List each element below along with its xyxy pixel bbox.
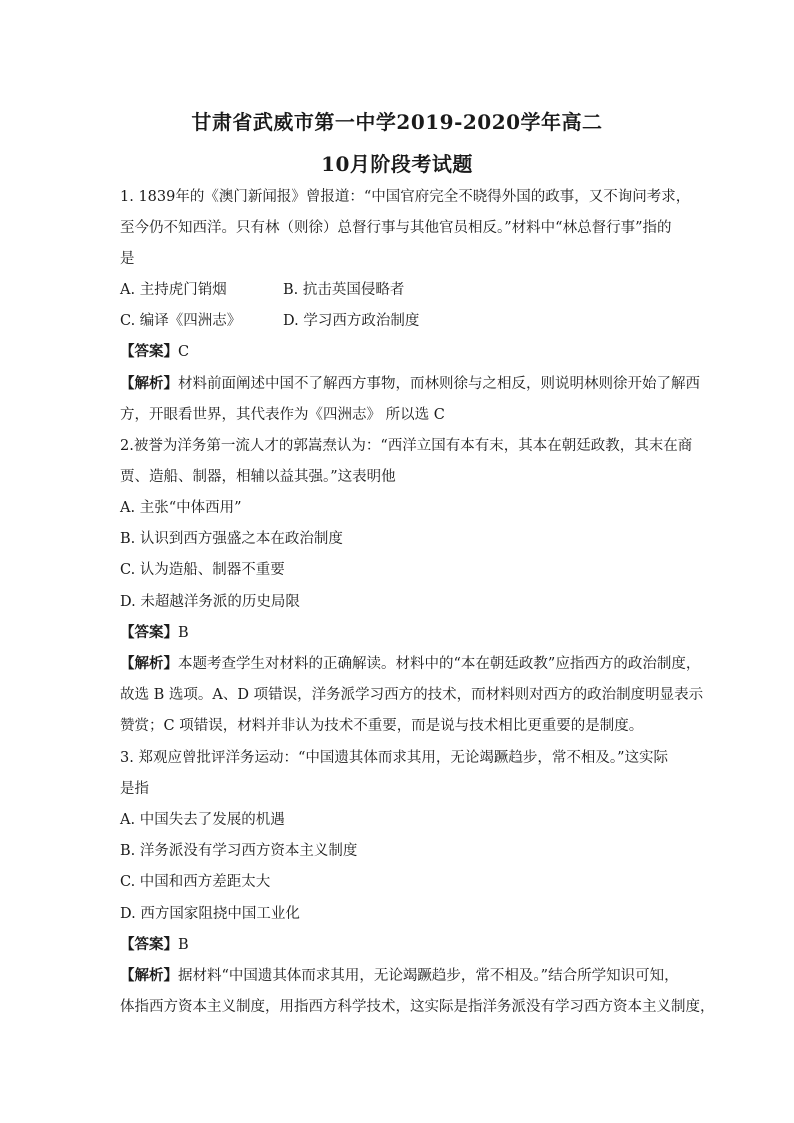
answer-value: B (178, 937, 189, 953)
q1-analysis-line-2: 方，开眼看世界，其代表作为《四洲志》 所以选 C (120, 407, 445, 423)
q1-option-a: A. 主持虎门销烟 (120, 282, 227, 298)
q1-options-row-1 (120, 280, 405, 300)
q2-option-b: B. 认识到西方强盛之本在政治制度 (120, 531, 343, 547)
q2-analysis-line-3: 赞赏；C 项错误，材料并非认为技术不重要，而是说与技术相比更重要的是制度。 (120, 718, 644, 734)
q3-answer (120, 935, 680, 955)
q2-analysis-line-2: 故选 B 选项。A、D 项错误，洋务派学习西方的技术，而材料则对西方的政治制度明显表示 (120, 687, 704, 703)
q3-option-c: C. 中国和西方差距太大 (120, 874, 271, 890)
q1-stem-line-1: 1. 1839年的《澳门新闻报》曾报道：“中国官府完全不晓得外国的政事，又不询问考求， (120, 189, 691, 205)
q1-analysis-line-1 (120, 374, 700, 394)
answer-label: 【答案】 (120, 936, 178, 953)
analysis-label: 【解析】 (120, 967, 178, 984)
q1-option-d: D. 学习西方政治制度 (283, 313, 420, 329)
q1-stem-line-2: 至今仍不知西洋。只有林（则徐）总督行事与其他官员相反。”材料中“林总督行事”指的 (120, 220, 672, 236)
q3-analysis-line-1 (120, 966, 680, 986)
q2-analysis-line-1 (120, 654, 701, 674)
q3-stem-line-1: 3. 郑观应曾批评洋务运动：“中国遗其体而求其用，无论竭蹶趋步，常不相及。”这实际 (120, 750, 669, 766)
answer-value: C (178, 344, 190, 360)
analysis-text: 据材料“中国遗其体而求其用，无论竭蹶趋步，常不相及。”结合所学知识可知， (178, 968, 679, 984)
analysis-text: 材料前面阐述中国不了解西方事物，而林则徐与之相反，则说明林则徐开始了解西 (178, 376, 700, 392)
exam-subtitle: 10月阶段考试题 (321, 152, 473, 176)
exam-title: 甘肃省武威市第一中学2019-2020学年高二 (191, 110, 603, 134)
answer-label: 【答案】 (120, 343, 178, 360)
analysis-label: 【解析】 (120, 375, 178, 392)
q1-option-b: B. 抗击英国侵略者 (283, 282, 405, 298)
q3-option-b: B. 洋务派没有学习西方资本主义制度 (120, 843, 358, 859)
q3-option-d: D. 西方国家阻挠中国工业化 (120, 906, 300, 922)
q1-stem-line-3: 是 (120, 251, 135, 267)
q1-answer (120, 342, 680, 362)
answer-value: B (178, 625, 189, 641)
q3-option-a: A. 中国失去了发展的机遇 (120, 812, 285, 828)
q2-option-c: C. 认为造船、制器不重要 (120, 562, 285, 578)
q2-stem-line-2: 贾、造船、制器，相辅以益其强。”这表明他 (120, 469, 396, 485)
q3-analysis-line-2: 体指西方资本主义制度，用指西方科学技术，这实际是指洋务派没有学习西方资本主义制度， (120, 999, 715, 1015)
analysis-label: 【解析】 (120, 655, 178, 672)
answer-label: 【答案】 (120, 624, 178, 641)
q2-option-d: D. 未超越洋务派的历史局限 (120, 594, 300, 610)
q1-options-row-2 (120, 311, 420, 331)
analysis-text: 本题考查学生对材料的正确解读。材料中的“本在朝廷政教”应指西方的政治制度， (178, 656, 701, 672)
q3-stem-line-2: 是指 (120, 781, 149, 797)
q2-answer (120, 623, 680, 643)
q2-stem-line-1: 2.被誉为洋务第一流人才的郭嵩焘认为：“西洋立国有本有末，其本在朝廷政教，其末在商 (120, 438, 693, 454)
q2-option-a: A. 主张“中体西用” (120, 500, 242, 516)
q1-option-c: C. 编译《四洲志》 (120, 313, 242, 329)
